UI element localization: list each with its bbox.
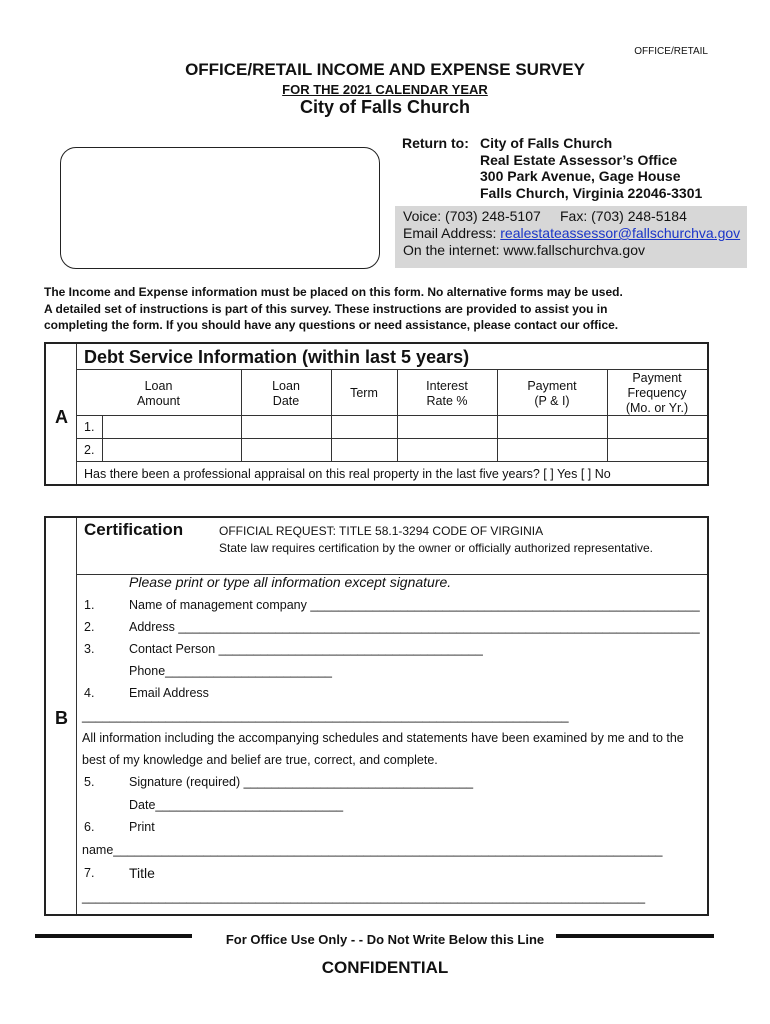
official-request: OFFICIAL REQUEST: TITLE 58.1-3294 CODE OF VIRGINIA: [219, 524, 544, 538]
col-interest-rate: Interest Rate %: [426, 379, 468, 408]
intro-line: completing the form. If you should have any questions or need assistance, please contact our office.: [44, 318, 619, 332]
return-line: City of Falls Church: [480, 135, 613, 151]
section-b: [44, 516, 709, 916]
section-b-title: Certification: [84, 520, 184, 539]
intro-line: The Income and Expense information must be placed on this form. No alternative forms may be used.: [44, 285, 623, 299]
email-label: Email Address:: [403, 225, 501, 241]
form-type-label: OFFICE/RETAIL: [634, 46, 708, 57]
page-subtitle: FOR THE 2021 CALENDAR YEAR: [282, 82, 488, 97]
certification-statement: All information including the accompanying schedules and statements have been examined by me and to the: [82, 731, 684, 745]
item-number: 5.: [84, 775, 95, 789]
voice-number: Voice: (703) 248-5107: [403, 208, 541, 224]
instructions-text: [44, 284, 734, 334]
title-label: Title: [129, 865, 155, 881]
item-number: 2.: [84, 620, 95, 634]
row-1-label: 1.: [84, 420, 95, 434]
appraisal-question: Has there been a professional appraisal on this real property in the last five years? [ ] Yes [ ] No: [84, 467, 611, 481]
email-address-label: Email Address: [129, 686, 209, 700]
section-a-title: Debt Service Information (within last 5 years): [84, 347, 470, 367]
row-2-label: 2.: [84, 443, 95, 457]
contact-person-field[interactable]: Contact Person ______________________________________: [129, 642, 483, 656]
col-payment: Payment (P & I): [527, 379, 577, 408]
certification-statement: best of my knowledge and belief are true, correct, and complete.: [82, 753, 438, 767]
print-name-label: Print: [129, 820, 155, 834]
return-line: Real Estate Assessor’s Office: [480, 151, 678, 168]
page-title: OFFICE/RETAIL INCOME AND EXPENSE SURVEY: [185, 60, 585, 79]
phone-field[interactable]: Phone________________________: [129, 664, 332, 678]
return-line: Falls Church, Virginia 22046-3301: [480, 184, 703, 201]
loan2-amount-field[interactable]: [103, 439, 241, 461]
col-loan-amount: Loan Amount: [136, 379, 181, 408]
date-field[interactable]: Date___________________________: [129, 798, 344, 812]
contact-box: [395, 206, 747, 268]
print-name-field[interactable]: name_______________________________________________________________________________: [82, 843, 663, 857]
col-term: Term: [350, 386, 378, 400]
email-address-field[interactable]: ______________________________________________________________________: [82, 709, 569, 723]
item-number: 4.: [84, 686, 95, 700]
website: On the internet: www.fallschurchva.gov: [403, 242, 646, 258]
return-line: 300 Park Avenue, Gage House: [480, 168, 681, 184]
signature-field[interactable]: Signature (required) _________________________________: [129, 775, 474, 789]
return-address: [480, 135, 702, 201]
loan1-amount-field[interactable]: [103, 416, 241, 438]
col-payment-frequency: Payment Frequency (Mo. or Yr.): [625, 371, 689, 415]
office-use-notice: For Office Use Only - - Do Not Write Below this Line: [225, 932, 545, 947]
col-loan-date: Loan Date: [272, 379, 300, 408]
item-number: 7.: [84, 866, 95, 880]
intro-line: A detailed set of instructions is part of this survey. These instructions are provided to assist you in: [44, 301, 608, 316]
item-number: 3.: [84, 642, 95, 656]
state-law-note: State law requires certification by the owner or officially authorized representative.: [219, 541, 653, 555]
email-link[interactable]: realestateassessor@fallschurchva.gov: [500, 225, 741, 241]
print-instruction: Please print or type all information except signature.: [129, 574, 452, 590]
management-company-field[interactable]: Name of management company ________________________________________________________: [129, 598, 700, 612]
address-field[interactable]: Address ___________________________________________________________________________: [129, 620, 700, 634]
city-name: City of Falls Church: [299, 97, 470, 117]
fax-number: Fax: (703) 248-5184: [560, 208, 687, 224]
title-field[interactable]: _________________________________________________________________________________: [82, 890, 646, 904]
email-row: [403, 225, 740, 241]
confidential-label: CONFIDENTIAL: [321, 958, 449, 977]
item-number: 1.: [84, 598, 95, 612]
mailing-address-box[interactable]: [60, 147, 380, 269]
section-b-letter: B: [55, 708, 68, 728]
item-number: 6.: [84, 820, 95, 834]
section-a-letter: A: [55, 407, 68, 427]
return-to-label: Return to:: [402, 135, 469, 151]
section-a: [44, 342, 709, 486]
